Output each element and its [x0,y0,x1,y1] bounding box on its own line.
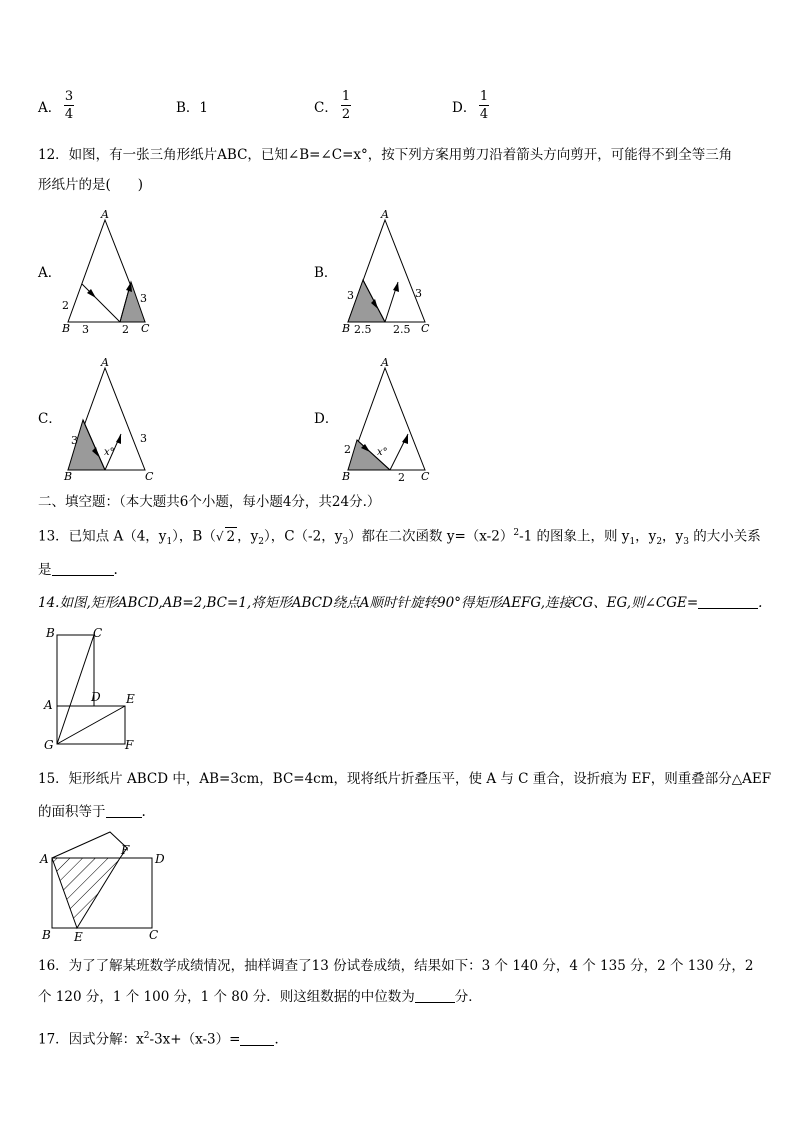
q12-option-a-label: A． [38,265,62,281]
fig-d-c-label: C [421,470,430,483]
fig-b-left-side: 3 [347,289,354,302]
q15-text-line2: 的面积等于 . [38,804,146,820]
q12-text-line2: 形纸片的是( ) [38,177,144,193]
q11-option-c: C． [314,100,338,116]
q14-label-b: B [46,626,55,640]
q13-text-line2: 是 . [38,562,118,578]
q11-option-d-fraction: 1 4 [479,89,489,122]
q15-figure [36,828,176,944]
q14-figure [40,624,150,752]
fig-c-apex-label: A [101,356,109,369]
q15-label-c: C [149,928,159,942]
section-2-heading: 二、填空题：（本大题共6个小题，每小题4分，共24分.） [38,494,381,510]
q11-option-b: B．1 [176,100,209,116]
q15-label-b: B [42,928,51,942]
q14-answer-blank[interactable] [698,594,758,609]
q12-figure-a [58,206,158,336]
q14-text: 14.如图,矩形ABCD,AB=2,BC=1,将矩形ABCD绕点A顺时针旋转90°得矩形AEFG,连接CG、EG,则∠CGE= . [38,595,763,611]
q11-option-c-fraction: 1 2 [341,89,351,122]
fig-b-bottom-right: 2.5 [393,323,411,336]
fig-a-right-side: 3 [140,292,147,305]
fig-c-right-side: 3 [140,432,147,445]
q13-text-line1: 13．已知点 A（4，$y_1$），B（√ 2 ，$y_2$），C（-2，$y_3$）都在二次函数 $y=(x-2)^2-1$ 的图象上，则 $y_1$，$y_2$，$y_3$ 的大小关系 [38,528,761,548]
q12-figure-c [58,354,158,484]
q11-option-a: A． [38,100,62,116]
fig-a-apex-label: A [101,208,109,221]
fig-c-left-side: 3 [71,434,78,447]
q16-text-line1: 16．为了了解某班数学成绩情况，抽样调查了13 份试卷成绩，结果如下：3 个 140 分，4 个 135 分，2 个 130 分，2 [38,958,754,974]
q11-option-a-fraction: 3 4 [64,89,74,122]
q12-option-b-label: B． [314,265,338,281]
fig-b-right-side: 3 [415,287,422,300]
fig-b-c-label: C [421,322,430,335]
q15-label-e: E [74,930,83,944]
fig-c-c-label: C [145,470,154,483]
q16-answer-blank[interactable] [415,988,455,1003]
q15-label-d: D [155,852,165,866]
fig-c-b-label: B [64,470,73,483]
fig-c-angle-label: x° [104,447,115,458]
q17-answer-blank[interactable] [240,1031,274,1046]
q14-label-e: E [126,692,135,706]
q15-label-f: F [121,843,130,857]
q12-figure-d [338,354,438,484]
fig-d-b-label: B [342,470,351,483]
fig-b-bottom-left: 2.5 [354,323,372,336]
q14-label-c: C [93,626,103,640]
fig-b-apex-label: A [381,208,389,221]
fig-d-angle-label: x° [377,447,388,458]
q12-option-c-label: C． [38,411,62,427]
fig-d-apex-label: A [381,356,389,369]
fig-a-c-label: C [141,322,150,335]
q14-label-a: A [44,698,53,712]
fig-b-b-label: B [342,322,351,335]
q15-label-a: A [40,852,49,866]
q14-label-g: G [44,738,54,752]
fig-a-bottom-right: 2 [122,323,129,336]
q16-text-line2: 个 120 分，1 个 100 分，1 个 80 分．则这组数据的中位数为 分． [38,989,482,1005]
q17-text: 17．因式分解：$x^2-3x+(x-3)=$ ． [38,1031,288,1048]
fig-a-bottom-left: 3 [82,323,89,336]
q11-option-d: D． [452,100,477,116]
q12-option-d-label: D． [314,411,339,427]
fig-a-b-label: B [62,322,71,335]
q13-answer-blank[interactable] [52,561,114,576]
q15-answer-blank[interactable] [106,803,142,818]
q15-text-line1: 15．矩形纸片 ABCD 中，AB=3cm，BC=4cm，现将纸片折叠压平，使 A 与 C 重合，设折痕为 EF，则重叠部分△AEF [38,771,772,787]
q14-label-f: F [125,738,134,752]
fig-a-left-side: 2 [62,299,69,312]
q14-label-d: D [91,690,101,704]
q12-figure-b [338,206,438,336]
fig-d-bottom-right: 2 [398,471,405,484]
q12-text-line1: 12．如图，有一张三角形纸片ABC，已知∠B=∠C=x°，按下列方案用剪刀沿着箭头方向剪开，可能得不到全等三角 [38,147,733,163]
q13-sqrt: 2 [226,528,236,545]
fig-d-left-side: 2 [344,443,351,456]
